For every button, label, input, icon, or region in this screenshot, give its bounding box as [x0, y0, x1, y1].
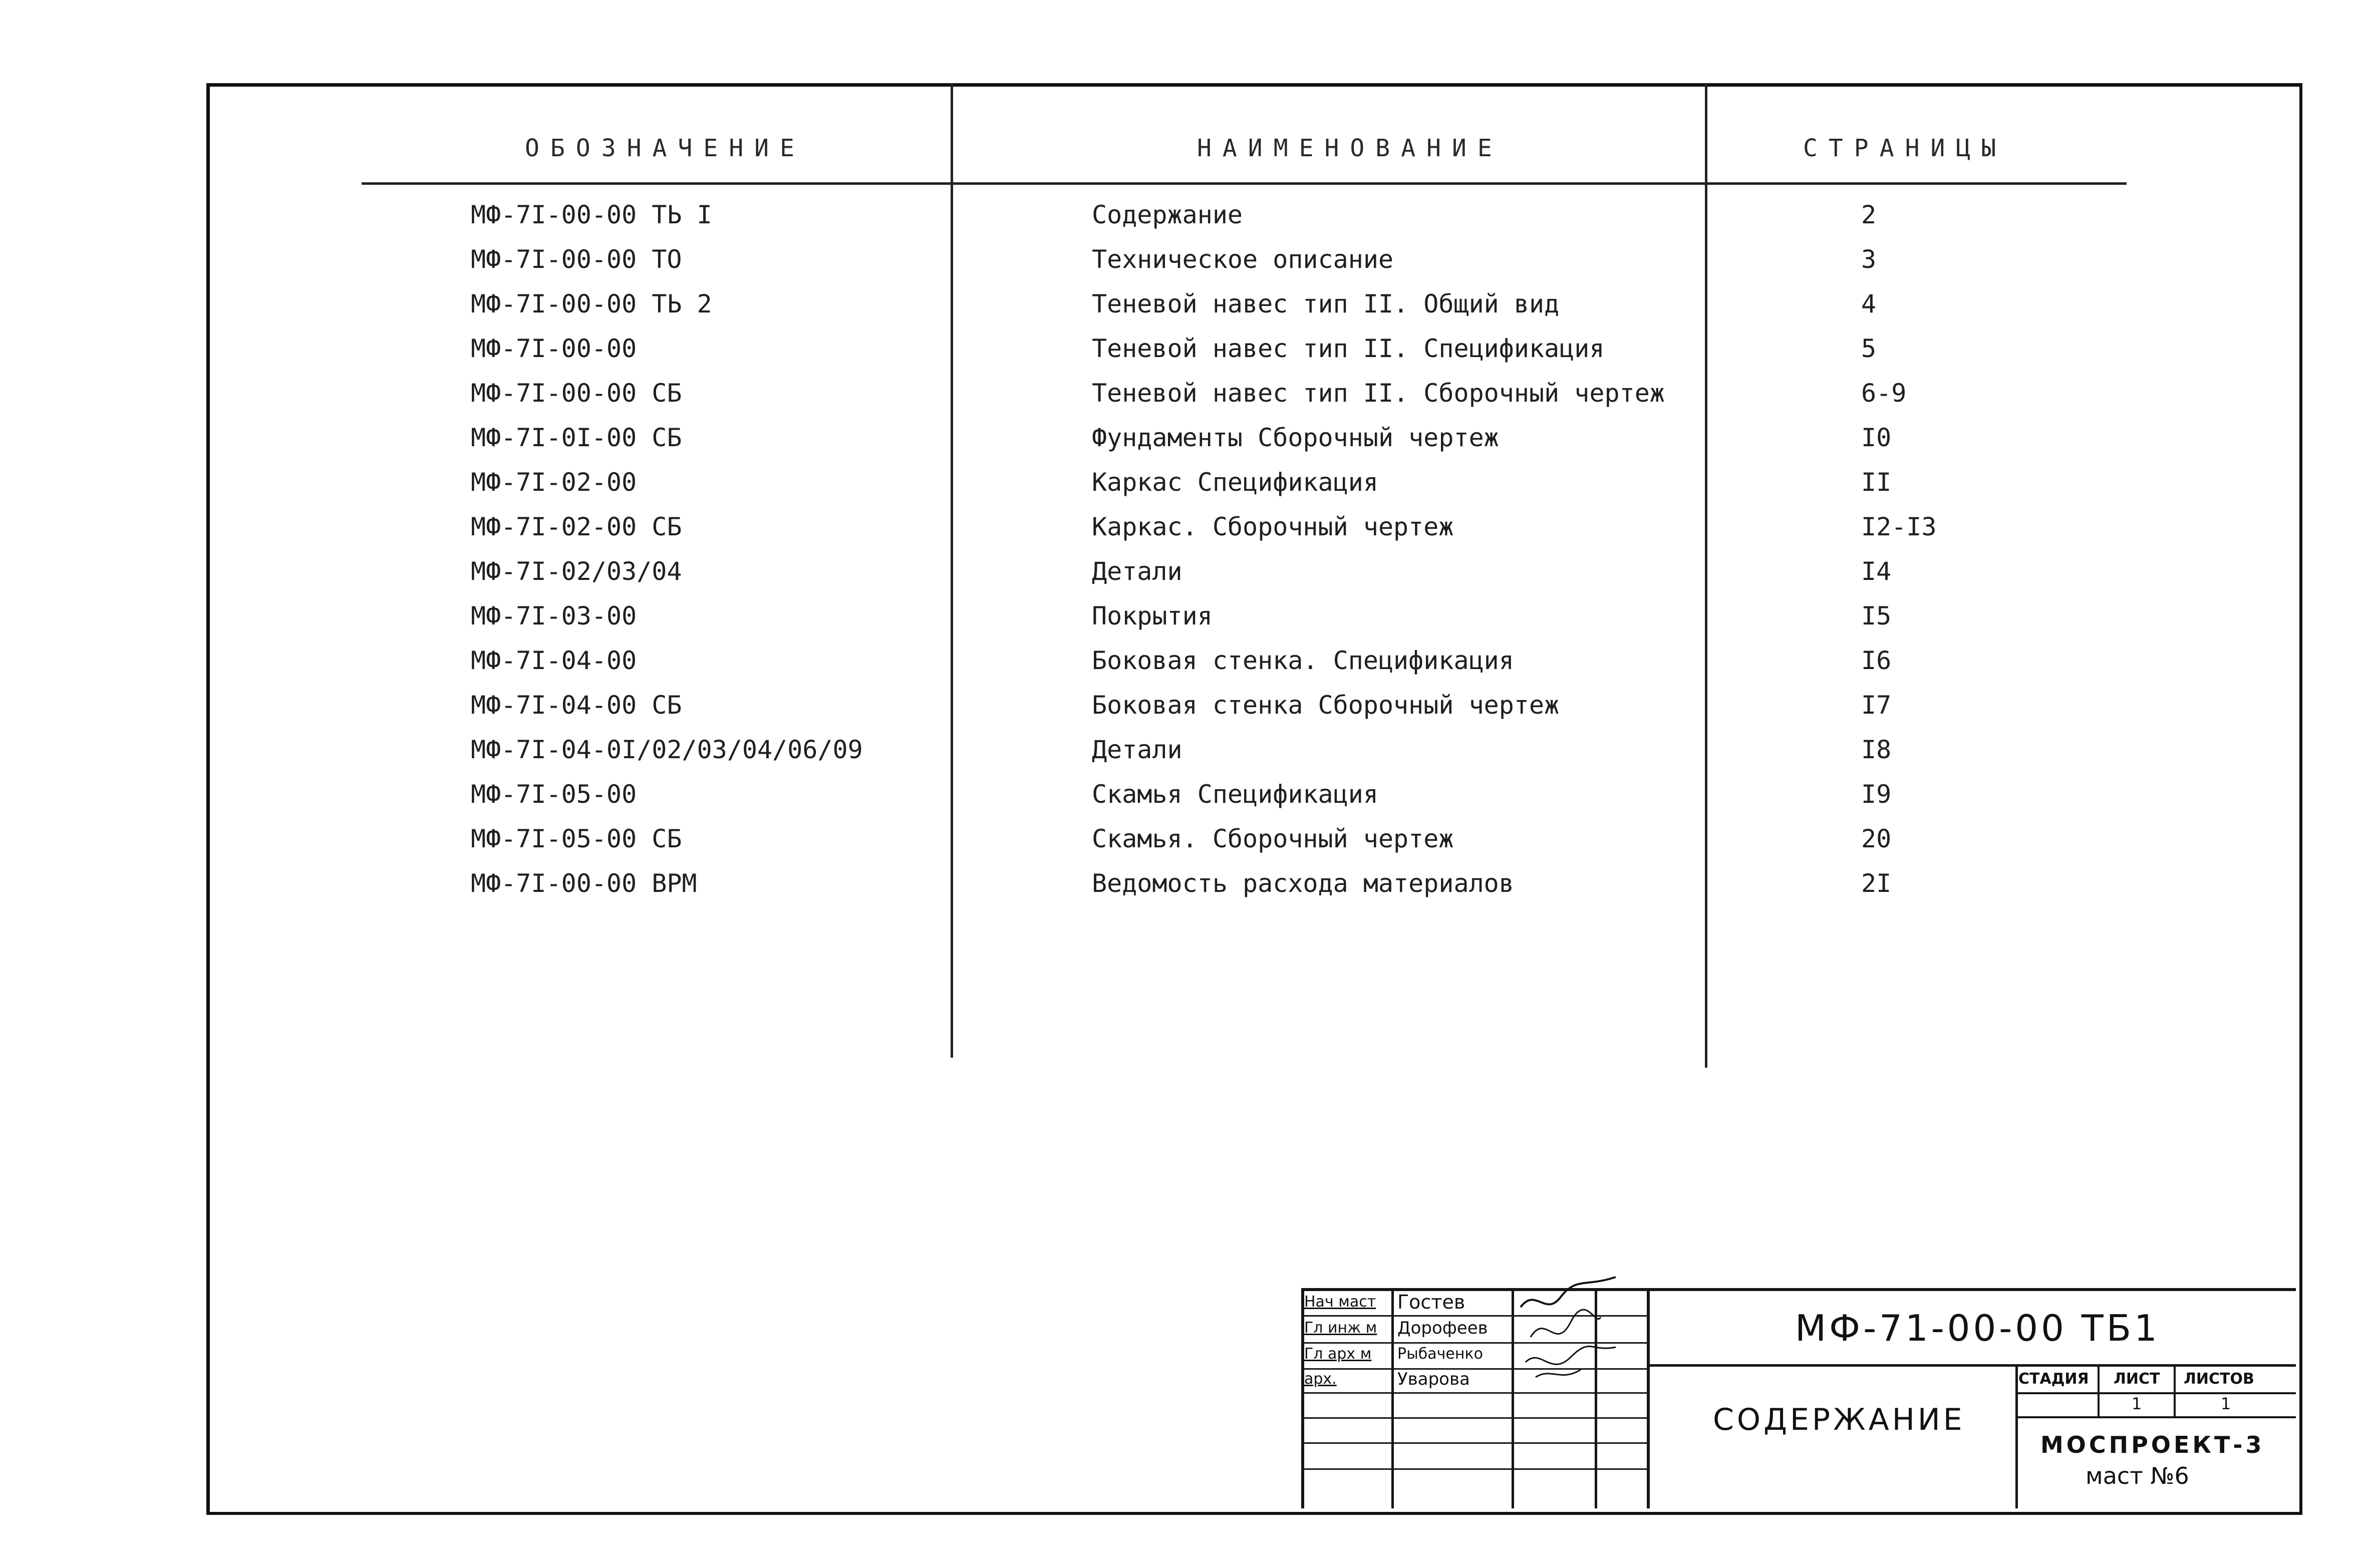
row-code: МФ-7I-05-00 СБ [471, 824, 682, 853]
row-code: МФ-7I-00-00 ВРМ [471, 869, 697, 898]
person-name: Дорофеев [1397, 1318, 1488, 1338]
row-name: Боковая стенка Сборочный чертеж [1092, 691, 1560, 720]
document-code: МФ-71-00-00 ТБ1 [1795, 1307, 2160, 1349]
row-code: МФ-7I-00-00 СБ [471, 379, 682, 408]
document-title: СОДЕРЖАНИЕ [1713, 1402, 1965, 1437]
row-page: 4 [1861, 289, 1877, 319]
row-page: 20 [1861, 824, 1892, 853]
role-label: Нач маст [1304, 1293, 1376, 1311]
row-name: Содержание [1092, 200, 1243, 229]
role-label: Гл инж м [1304, 1319, 1377, 1337]
table-row [0, 691, 2371, 735]
row-page: 3 [1861, 245, 1877, 274]
row-code: МФ-7I-00-00 ТО [471, 245, 682, 274]
row-page: I0 [1861, 423, 1892, 452]
row-code: МФ-7I-02/03/04 [471, 557, 682, 586]
row-page: I7 [1861, 691, 1892, 720]
table-row [0, 646, 2371, 691]
table-row [0, 334, 2371, 379]
row-name: Теневой навес тип II. Спецификация [1092, 334, 1605, 363]
row-name: Боковая стенка. Спецификация [1092, 646, 1514, 675]
table-row [0, 735, 2371, 780]
header-code: ОБОЗНАЧЕНИЕ [525, 134, 805, 162]
row-name: Техническое описание [1092, 245, 1394, 274]
table-row [0, 423, 2371, 468]
row-page: I6 [1861, 646, 1892, 675]
row-name: Скамья Спецификация [1092, 780, 1378, 809]
signature-scribble [1516, 1267, 1626, 1382]
workshop-number: маст №6 [2086, 1462, 2189, 1489]
row-code: МФ-7I-0I-00 СБ [471, 423, 682, 452]
table-row [0, 824, 2371, 869]
table-row [0, 512, 2371, 557]
person-name: Уварова [1397, 1369, 1470, 1389]
row-code: МФ-7I-04-0I/02/03/04/06/09 [471, 735, 863, 764]
sheets-header: ЛИСТОВ [2184, 1370, 2254, 1388]
stage-header: СТАДИЯ [2018, 1370, 2089, 1388]
row-code: МФ-7I-00-00 ТЬ 2 [471, 289, 712, 319]
row-code: МФ-7I-00-00 ТЬ I [471, 200, 712, 229]
row-name: Покрытия [1092, 601, 1213, 631]
row-page: II [1861, 468, 1892, 497]
row-page: I4 [1861, 557, 1892, 586]
row-page: I2-I3 [1861, 512, 1937, 541]
table-row [0, 557, 2371, 601]
table-row [0, 601, 2371, 646]
role-label: Гл арх м [1304, 1345, 1372, 1363]
header-name: НАИМЕНОВАНИЕ [1197, 134, 1503, 162]
row-name: Ведомость расхода материалов [1092, 869, 1514, 898]
row-code: МФ-7I-04-00 [471, 646, 637, 675]
table-row [0, 289, 2371, 334]
row-page: 2I [1861, 869, 1892, 898]
row-name: Каркас. Сборочный чертеж [1092, 512, 1454, 541]
table-row [0, 200, 2371, 245]
row-name: Скамья. Сборочный чертеж [1092, 824, 1454, 853]
table-row [0, 245, 2371, 289]
row-page: 6-9 [1861, 379, 1907, 408]
row-name: Теневой навес тип II. Сборочный чертеж [1092, 379, 1665, 408]
row-code: МФ-7I-02-00 СБ [471, 512, 682, 541]
role-label: арх. [1304, 1370, 1337, 1388]
table-row [0, 869, 2371, 913]
sheet-header: ЛИСТ [2114, 1370, 2160, 1388]
row-name: Детали [1092, 557, 1182, 586]
sheets-value: 1 [2221, 1394, 2231, 1413]
header-underline [362, 182, 2127, 185]
person-name: Рыбаченко [1397, 1345, 1483, 1363]
row-code: МФ-7I-04-00 СБ [471, 691, 682, 720]
row-page: I9 [1861, 780, 1892, 809]
table-row [0, 780, 2371, 824]
table-row [0, 468, 2371, 512]
row-name: Детали [1092, 735, 1182, 764]
header-pages: СТРАНИЦЫ [1803, 134, 2007, 162]
row-code: МФ-7I-02-00 [471, 468, 637, 497]
row-page: 5 [1861, 334, 1877, 363]
sheet-value: 1 [2132, 1394, 2142, 1413]
row-page: I5 [1861, 601, 1892, 631]
person-name: Гостев [1397, 1291, 1465, 1313]
table-row [0, 379, 2371, 423]
row-page: 2 [1861, 200, 1877, 229]
row-code: МФ-7I-05-00 [471, 780, 637, 809]
row-name: Каркас Спецификация [1092, 468, 1378, 497]
organization-name: МОСПРОЕКТ-3 [2040, 1431, 2265, 1458]
row-code: МФ-7I-00-00 [471, 334, 637, 363]
row-name: Теневой навес тип II. Общий вид [1092, 289, 1560, 319]
row-name: Фундаменты Сборочный чертеж [1092, 423, 1499, 452]
row-code: МФ-7I-03-00 [471, 601, 637, 631]
row-page: I8 [1861, 735, 1892, 764]
